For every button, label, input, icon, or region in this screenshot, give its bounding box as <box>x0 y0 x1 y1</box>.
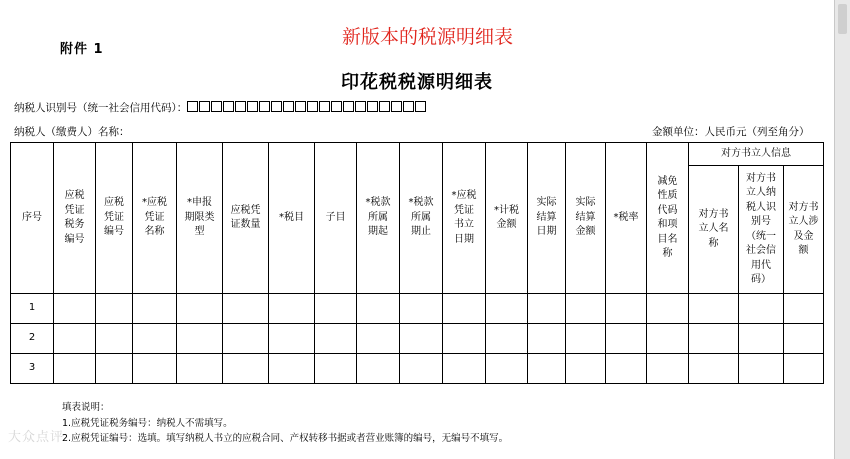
amount-unit-label: 金额单位：人民币元（列至角分） <box>652 126 810 138</box>
table-cell[interactable] <box>315 294 357 324</box>
table-cell[interactable] <box>566 324 606 354</box>
table-cell[interactable] <box>133 294 177 324</box>
column-header: *应税 凭证 书立 日期 <box>443 143 486 294</box>
table-cell[interactable] <box>223 324 269 354</box>
column-header: 实际 结算 日期 <box>528 143 566 294</box>
id-digit-box[interactable] <box>235 101 246 112</box>
table-cell[interactable] <box>54 354 96 384</box>
table-cell[interactable] <box>269 294 315 324</box>
column-header: 应税 凭证 税务 编号 <box>54 143 96 294</box>
row-number: 2 <box>11 324 54 354</box>
table-cell[interactable] <box>784 324 824 354</box>
table-row <box>11 324 824 354</box>
column-header: *应税 凭证 名称 <box>133 143 177 294</box>
id-digit-box[interactable] <box>247 101 258 112</box>
column-header: 序号 <box>11 143 54 294</box>
table-cell[interactable] <box>315 354 357 384</box>
id-digit-box[interactable] <box>187 101 198 112</box>
table-cell[interactable] <box>223 294 269 324</box>
annotation-title: 新版本的税源明细表 <box>342 26 514 48</box>
id-digit-box[interactable] <box>283 101 294 112</box>
id-digit-box[interactable] <box>415 101 426 112</box>
table-cell[interactable] <box>357 354 400 384</box>
counterparty-group-header: 对方书立人信息 <box>689 143 824 166</box>
table-cell[interactable] <box>739 324 784 354</box>
table-cell[interactable] <box>177 294 223 324</box>
sub-column-header: 对方书 立人涉 及金 额 <box>784 166 824 294</box>
page-title: 印花税税源明细表 <box>341 72 493 93</box>
table-cell[interactable] <box>269 354 315 384</box>
id-digit-box[interactable] <box>295 101 306 112</box>
table-cell[interactable] <box>223 354 269 384</box>
table-cell[interactable] <box>647 354 689 384</box>
column-header: *税款 所属 期止 <box>400 143 443 294</box>
table-cell[interactable] <box>784 294 824 324</box>
table-cell[interactable] <box>54 294 96 324</box>
table-cell[interactable] <box>689 324 739 354</box>
table-cell[interactable] <box>315 324 357 354</box>
attachment-label: 附件 1 <box>60 42 104 57</box>
table-cell[interactable] <box>606 294 647 324</box>
taxpayer-id-row <box>14 100 427 115</box>
table-cell[interactable] <box>647 294 689 324</box>
id-digit-box[interactable] <box>223 101 234 112</box>
column-header: *申报 期限类 型 <box>177 143 223 294</box>
taxpayer-name-label: 纳税人（缴费人）名称： <box>14 126 130 138</box>
table-cell[interactable] <box>133 324 177 354</box>
sub-column-header: 对方书 立人纳 税人识 别号 （统一 社会信 用代 码） <box>739 166 784 294</box>
table-cell[interactable] <box>443 354 486 384</box>
column-header: *税款 所属 期起 <box>357 143 400 294</box>
table-cell[interactable] <box>647 324 689 354</box>
scrollbar[interactable] <box>834 0 850 459</box>
column-header: 减免 性质 代码 和项 目名 称 <box>647 143 689 294</box>
note-item: 1.应税凭证税务编号：纳税人不需填写。 <box>62 417 233 429</box>
table-cell[interactable] <box>486 354 528 384</box>
table-cell[interactable] <box>784 354 824 384</box>
table-cell[interactable] <box>357 324 400 354</box>
table-cell[interactable] <box>566 354 606 384</box>
table-row <box>11 294 824 324</box>
sub-column-header: 对方书 立人名 称 <box>689 166 739 294</box>
table-cell[interactable] <box>606 354 647 384</box>
table-cell[interactable] <box>486 294 528 324</box>
table-cell[interactable] <box>96 354 133 384</box>
table-cell[interactable] <box>54 324 96 354</box>
id-digit-box[interactable] <box>331 101 342 112</box>
id-digit-box[interactable] <box>319 101 330 112</box>
column-header: 应税 凭证 编号 <box>96 143 133 294</box>
table-cell[interactable] <box>566 294 606 324</box>
id-digit-box[interactable] <box>391 101 402 112</box>
table-cell[interactable] <box>486 324 528 354</box>
note-item: 2.应税凭证编号：选填。填写纳税人书立的应税合同、产权转移书据或者营业账簿的编号，无编号不填写。 <box>62 433 509 444</box>
table-cell[interactable] <box>400 294 443 324</box>
scrollbar-thumb[interactable] <box>838 4 847 34</box>
table-cell[interactable] <box>133 354 177 384</box>
id-digit-box[interactable] <box>271 101 282 112</box>
id-digit-box[interactable] <box>367 101 378 112</box>
watermark: 大众点评 <box>8 430 65 445</box>
table-cell[interactable] <box>443 294 486 324</box>
table-cell[interactable] <box>357 294 400 324</box>
taxpayer-id-label: 纳税人识别号（统一社会信用代码）： <box>14 102 188 114</box>
table-cell[interactable] <box>528 294 566 324</box>
table-cell[interactable] <box>96 324 133 354</box>
id-digit-box[interactable] <box>259 101 270 112</box>
table-row <box>11 354 824 384</box>
table-cell[interactable] <box>177 324 223 354</box>
id-digit-box[interactable] <box>343 101 354 112</box>
column-header: 子目 <box>315 143 357 294</box>
table-cell[interactable] <box>528 354 566 384</box>
id-digit-box[interactable] <box>307 101 318 112</box>
table-cell[interactable] <box>689 294 739 324</box>
row-number: 3 <box>11 354 54 384</box>
tax-source-table <box>10 142 824 384</box>
table-cell[interactable] <box>739 354 784 384</box>
table-cell[interactable] <box>443 324 486 354</box>
column-header: *计税 金额 <box>486 143 528 294</box>
table-cell[interactable] <box>96 294 133 324</box>
row-number: 1 <box>11 294 54 324</box>
id-digit-box[interactable] <box>211 101 222 112</box>
id-digit-box[interactable] <box>355 101 366 112</box>
table-cell[interactable] <box>528 324 566 354</box>
id-digit-box[interactable] <box>403 101 414 112</box>
id-digit-box[interactable] <box>199 101 210 112</box>
table-cell[interactable] <box>606 324 647 354</box>
table-cell[interactable] <box>177 354 223 384</box>
table-cell[interactable] <box>689 354 739 384</box>
id-digit-box[interactable] <box>379 101 390 112</box>
column-header: 实际 结算 金额 <box>566 143 606 294</box>
table-cell[interactable] <box>269 324 315 354</box>
filling-notes <box>62 400 508 447</box>
taxpayer-id-boxes[interactable] <box>187 101 427 114</box>
column-header: *税率 <box>606 143 647 294</box>
notes-heading: 填表说明： <box>62 402 110 413</box>
table-cell[interactable] <box>739 294 784 324</box>
table-cell[interactable] <box>400 354 443 384</box>
column-header: *税目 <box>269 143 315 294</box>
column-header: 应税凭 证数量 <box>223 143 269 294</box>
table-cell[interactable] <box>400 324 443 354</box>
